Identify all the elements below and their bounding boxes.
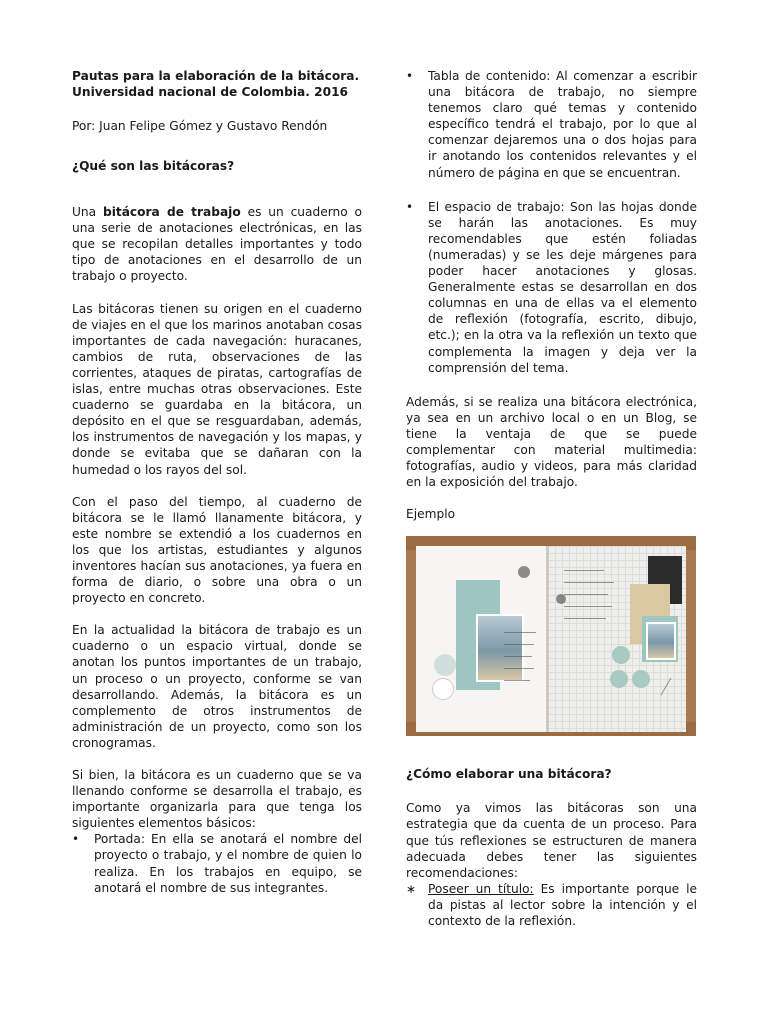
handwriting-line bbox=[564, 570, 604, 571]
p1-post: es un cuaderno o una serie de anotaciones electrónicas, en las que se recopilan detalles importantes y todo tipo de anotaciones en el desarrollo de un trabajo o proyecto. bbox=[72, 205, 362, 284]
star-glyph: ∗ bbox=[406, 881, 417, 896]
p1-bold-term: bitácora de trabajo bbox=[102, 205, 241, 220]
elements-list-left bbox=[72, 831, 362, 895]
notebook-spine bbox=[546, 546, 549, 732]
paragraph-electronic: Además, si se realiza una bitácora electrónica, ya sea en un archivo local o en un Blog, se tiene la ventaja de que se puede complementar con material multimedia: fotografías, audio y videos, para más claridad en la exposición del trabajo. bbox=[406, 394, 697, 490]
paragraph-history: Con el paso del tiempo, al cuaderno de bitácora se le llamó llanamente bitácora, y este nombre se extendió a los cuadernos en los que los artistas, estudiantes y algunos inventores hacían sus anotaciones, ya fuera en forma de diario, o sobre una obra o un proyecto en concreto. bbox=[72, 494, 362, 606]
bullet-glyph: • bbox=[406, 69, 414, 83]
handwriting-line bbox=[504, 668, 534, 669]
handwriting-line bbox=[564, 582, 614, 583]
list-item-tabla-contenido bbox=[406, 68, 697, 181]
list-item-underlined-lead: Poseer un título: bbox=[428, 881, 534, 896]
list-item-text: Tabla de contenido: Al comenzar a escribir una bitácora de trabajo, no siempre tenemos claro qué temas y contenido específico tendrá el trabajo, por lo que al comenzar dejaremos una o dos hojas para ir anotando los contenidos relevantes y el número de página en que se encuentran. bbox=[428, 69, 697, 180]
right-column bbox=[406, 68, 697, 929]
handwriting-line bbox=[564, 606, 612, 607]
handwriting-line bbox=[504, 680, 530, 681]
document-title bbox=[72, 68, 362, 100]
p1-pre: Una bbox=[72, 205, 103, 220]
paragraph-elements-intro: Si bien, la bitácora es un cuaderno que se va llenando conforme se desarrolla el trabajo, es importante organizarla para que tenga los siguientes elementos básicos: bbox=[72, 768, 362, 831]
list-item-text: Portada: En ella se anotará el nombre del proyecto o trabajo, y el nombre de quien lo realiza. En los trabajos en equipo, se anotará el nombre de sus integrantes. bbox=[94, 832, 362, 895]
handwriting-line bbox=[564, 594, 608, 595]
list-item-portada bbox=[72, 831, 362, 895]
title-line-1: Pautas para la elaboración de la bitácora. bbox=[72, 69, 360, 83]
handwriting-line bbox=[504, 632, 536, 633]
list-item-espacio-trabajo bbox=[406, 199, 697, 376]
recommendations-list bbox=[406, 881, 697, 929]
heading-que-son: ¿Qué son las bitácoras? bbox=[72, 159, 235, 174]
paragraph-current: En la actualidad la bitácora de trabajo es un cuaderno o un espacio virtual, donde se anotan los puntos importantes de un trabajo, un proceso o un proyecto, conforme se van desarrollando. Además, la bitácora es un complemento de otros instrumentos de administración de un proyecto, como son los cronogramas. bbox=[72, 623, 362, 750]
authors: Por: Juan Felipe Gómez y Gustavo Rendón bbox=[72, 119, 328, 133]
handwriting-line bbox=[564, 618, 606, 619]
list-item-text: Es importante porque le da pistas al lector sobre la intención y el contexto de la reflexión. bbox=[428, 881, 697, 928]
title-line-2: Universidad nacional de Colombia. 2016 bbox=[72, 85, 349, 99]
collage-photo bbox=[476, 614, 524, 682]
elements-list-right bbox=[406, 68, 697, 376]
handwriting-line bbox=[504, 644, 534, 645]
paragraph-recommendations: Como ya vimos las bitácoras son una estrategia que da cuenta de un proceso. Para que tús reflexiones se estructuren de manera adecuada debes tener las siguientes recomendaciones: bbox=[406, 801, 697, 880]
paragraph-origin: Las bitácoras tienen su origen en el cuaderno de viajes en el que los marinos anotaban cosas importantes de cada navegación: huracanes, cambios de ruta, observaciones de las corrientes, ataques de piratas, cartografías de islas, entre muchas otras observaciones. Este cuaderno se guardaba en la bitácora, un depósito en el que se resguardaban, además, los instrumentos de navegación y los mapas, y donde se evitaba que se dañaran con la humedad o los rayos del sol. bbox=[72, 301, 362, 477]
list-item-text: El espacio de trabajo: Son las hojas donde se harán las anotaciones. Es muy recomendables que estén foliadas (numeradas) y se les deje márgenes para poder hacer anotaciones y glosas. Generalmente estas se desarrollan en dos columnas en una de ellas va el elemento de reflexión (fotografía, escrito, dibujo, etc.); en la otra va la reflexión un texto que complementa la imagen y deja ver la comprensión del tema. bbox=[428, 199, 697, 375]
paragraph-definition bbox=[72, 204, 362, 284]
left-column bbox=[72, 68, 362, 896]
bullet-glyph: • bbox=[406, 199, 414, 214]
collage-photo bbox=[646, 622, 676, 660]
label-ejemplo: Ejemplo bbox=[406, 507, 456, 522]
heading-como-elaborar: ¿Cómo elaborar una bitácora? bbox=[406, 767, 612, 782]
example-notebook-photo bbox=[406, 536, 696, 736]
bullet-glyph: • bbox=[72, 832, 80, 847]
list-item-poseer-titulo bbox=[406, 881, 697, 929]
handwriting-line bbox=[504, 656, 532, 657]
